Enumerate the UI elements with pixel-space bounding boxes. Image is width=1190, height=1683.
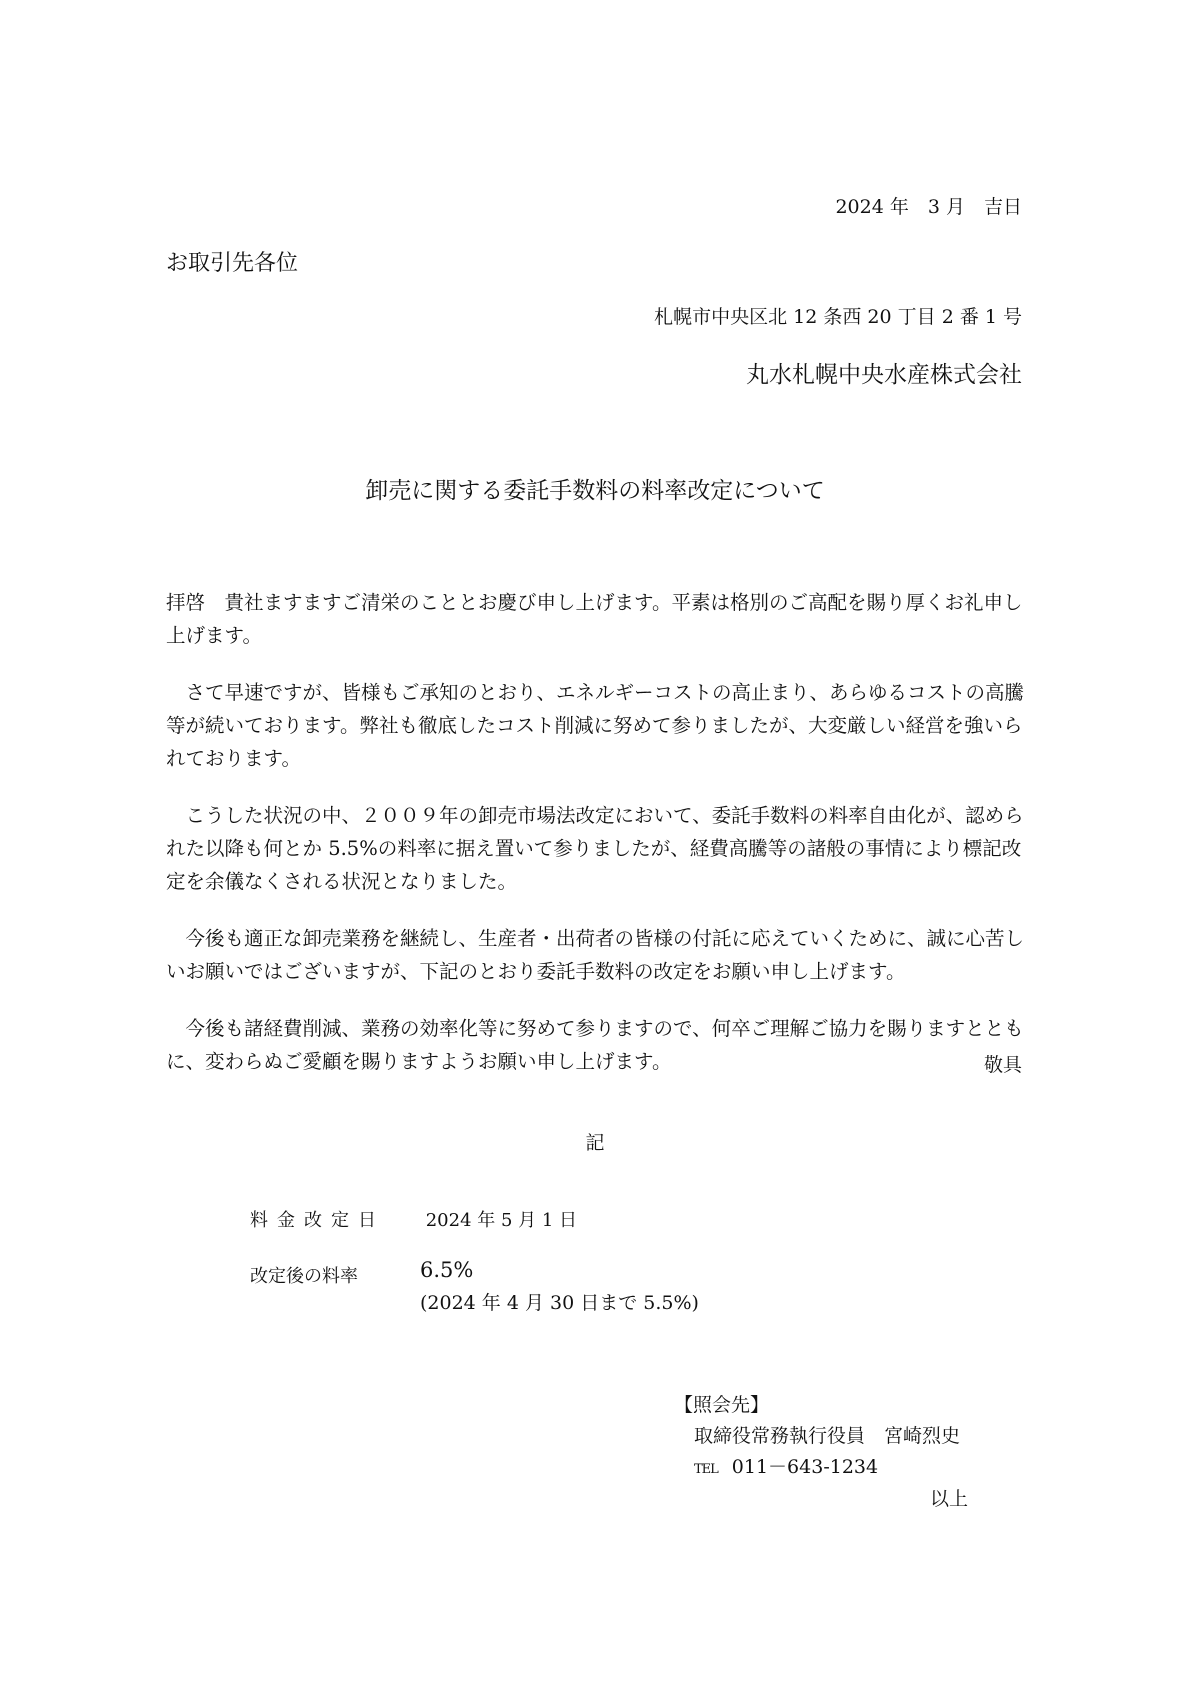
effective-date-label: 料金改定日: [250, 1210, 385, 1231]
document-title: 卸売に関する委託手数料の料率改定について: [365, 478, 825, 504]
notes-heading: 記: [585, 1132, 605, 1154]
tel-mark: TEL: [694, 1462, 718, 1477]
addressee: お取引先各位: [166, 251, 299, 276]
effective-date-row: [250, 1206, 577, 1232]
letter-body: [166, 586, 1026, 1102]
end-mark: 以上: [929, 1488, 968, 1510]
contact-person: 取締役常務執行役員 宮崎烈史: [694, 1425, 961, 1447]
paragraph-situation: さて早速ですが、皆様もご承知のとおり、エネルギーコストの高止まり、あらゆるコストの高騰等が続いております。弊社も徹底したコスト削減に努めて参りましたが、大変厳しい経営を強いられております。: [166, 681, 1025, 770]
new-rate-label: 改定後の料率: [250, 1266, 358, 1287]
previous-rate-note: (2024 年 4 月 30 日まで 5.5%): [420, 1292, 699, 1314]
paragraph-greeting: 拝啓 貴社ますますご清栄のこととお慶び申し上げます。平素は格別のご高配を賜り厚くお礼申し上げます。: [166, 591, 1023, 647]
tel-number: 011－643-1234: [731, 1456, 879, 1478]
closing-word: 敬具: [983, 1054, 1022, 1076]
document-date: 2024 年 3 月 吉日: [835, 196, 1022, 218]
paragraph-appreciation: 今後も諸経費削減、業務の効率化等に努めて参りますので、何卒ご理解ご協力を賜りますとともに、変わらぬご愛顧を賜りますようお願い申し上げます。: [166, 1017, 1024, 1073]
paragraph-background: こうした状況の中、２００９年の卸売市場法改定において、委託手数料の料率自由化が、認められた以降も何とか 5.5%の料率に据え置いて参りましたが、経費高騰等の諸般の事情により標記改定を余儀なくされる状況となりました。: [166, 804, 1024, 893]
contact-phone: [694, 1452, 878, 1479]
new-rate-value: 6.5%: [420, 1258, 474, 1282]
paragraph-request: 今後も適正な卸売業務を継続し、生産者・出荷者の皆様の付託に応えていくために、誠に心苦しいお願いではございますが、下記のとおり委託手数料の改定をお願い申し上げます。: [166, 927, 1025, 983]
effective-date-value: 2024 年 5 月 1 日: [425, 1210, 578, 1231]
contact-heading: 【照会先】: [674, 1394, 770, 1416]
sender-company: 丸水札幌中央水産株式会社: [746, 362, 1022, 388]
sender-address: 札幌市中央区北 12 条西 20 丁目 2 番 1 号: [654, 306, 1022, 328]
new-rate-row: [250, 1262, 420, 1288]
